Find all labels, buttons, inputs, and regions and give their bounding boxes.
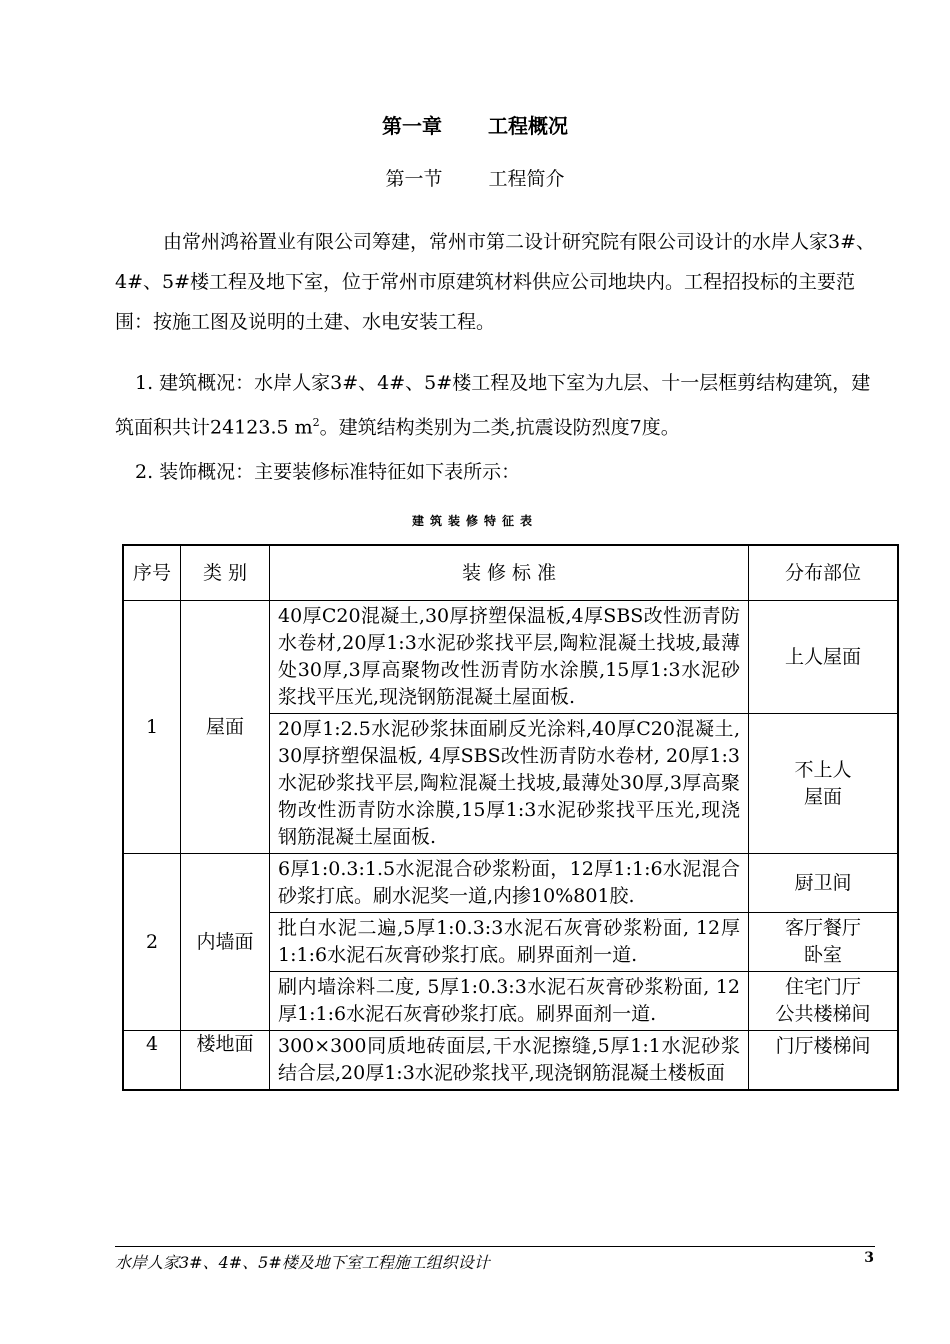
row3-standard-1: 300×300同质地砖面层,干水泥擦缝,5厚1:1水泥砂浆结合层,20厚1:3水泥砂浆找平,现浇钢筋混凝土楼板面 <box>270 1031 749 1091</box>
footer-divider <box>115 1246 875 1247</box>
section-name: 工程简介 <box>488 168 565 190</box>
building-overview-text: 1. 建筑概况：水岸人家3#、4#、5#楼工程及地下室为九层、十一层框剪结构建筑，建筑面积共计24123.5 m <box>115 372 871 439</box>
section-number: 第一节 <box>385 168 443 190</box>
chapter-title <box>0 110 950 139</box>
intro-paragraph: 由常州鸿裕置业有限公司筹建，常州市第二设计研究院有限公司设计的水岸人家3#、4#、5#楼工程及地下室，位于常州市原建筑材料供应公司地块内。工程招投标的主要范围：按施工图及说明的土建、水电安装工程。 <box>115 231 876 333</box>
row3-location-1: 门厅楼梯间 <box>749 1031 899 1091</box>
section-title <box>0 164 950 191</box>
row1-location-2-line2: 屋面 <box>803 785 842 808</box>
table-header-row <box>123 545 898 601</box>
row2-location-1: 厨卫间 <box>749 854 899 913</box>
row2-location-3 <box>749 972 899 1031</box>
header-standard: 装 修 标 准 <box>270 545 749 601</box>
table-row <box>123 854 898 913</box>
header-seq: 序号 <box>123 545 181 601</box>
row2-location-2 <box>749 913 899 972</box>
footer-title: 水岸人家3#、4#、5#楼及地下室工程施工组织设计 <box>115 1253 490 1272</box>
table-row <box>123 601 898 714</box>
decoration-table <box>122 544 899 1091</box>
row2-standard-1: 6厚1:0.3:1.5水泥混合砂浆粉面，12厚1:1:6水泥混合砂浆打底。刷水泥奖一道,内掺10%801胶. <box>270 854 749 913</box>
decoration-overview-paragraph: 2. 装饰概况：主要装修标准特征如下表所示： <box>135 461 521 483</box>
building-overview-tail: 。建筑结构类别为二类,抗震设防烈度7度。 <box>319 416 680 439</box>
row2-location-3-line2: 公共楼梯间 <box>775 1003 871 1025</box>
row1-standard-1: 40厚C20混凝土,30厚挤塑保温板,4厚SBS改性沥青防水卷材,20厚1:3水泥砂浆找平层,陶粒混凝土找坡,最薄处30厚,3厚高聚物改性沥青防水涂膜,15厚1:3水泥砂浆找平压光,现浇钢筋混凝土屋面板. <box>270 601 749 714</box>
row3-category: 楼地面 <box>181 1031 270 1091</box>
table-caption: 建筑装修特征表 <box>411 514 538 528</box>
row2-standard-3: 刷内墙涂料二度, 5厚1:0.3:3水泥石灰膏砂浆粉面, 12厚1:1:6水泥石灰膏砂浆打底。刷界面剂一道. <box>270 972 749 1031</box>
table-row <box>123 1031 898 1091</box>
header-location: 分布部位 <box>749 545 899 601</box>
row1-standard-2: 20厚1:2.5水泥砂浆抹面刷反光涂料,40厚C20混凝土, 30厚挤塑保温板, 4厚SBS改性沥青防水卷材, 20厚1:3水泥砂浆找平层,陶粒混凝土找坡,最薄处30厚,3厚高聚物改性沥青防水涂膜,15厚1:3水泥砂浆找平压光,现浇钢筋混凝土屋面板. <box>270 714 749 854</box>
row2-location-3-line1: 住宅门厅 <box>784 976 861 998</box>
row2-location-2-line1: 客厅餐厅 <box>784 917 861 939</box>
row2-standard-2: 批白水泥二遍,5厚1:0.3:3水泥石灰膏砂浆粉面, 12厚1:1:6水泥石灰膏砂浆打底。刷界面剂一道. <box>270 913 749 972</box>
row1-seq: 1 <box>123 601 181 854</box>
chapter-name: 工程概况 <box>488 114 568 138</box>
row2-category: 内墙面 <box>181 854 270 1031</box>
page-number: 3 <box>864 1250 874 1266</box>
building-overview-paragraph <box>115 363 880 447</box>
header-category: 类 别 <box>181 545 270 601</box>
row2-seq: 2 <box>123 854 181 1031</box>
chapter-number: 第一章 <box>382 114 442 138</box>
row2-location-2-line2: 卧室 <box>803 944 842 966</box>
row3-seq: 4 <box>123 1031 181 1091</box>
area-unit-superscript: 2 <box>312 416 320 429</box>
row1-category: 屋面 <box>181 601 270 854</box>
row1-location-2-line1: 不上人 <box>794 758 852 781</box>
row1-location-1: 上人屋面 <box>749 601 899 714</box>
row1-location-2 <box>749 714 899 854</box>
